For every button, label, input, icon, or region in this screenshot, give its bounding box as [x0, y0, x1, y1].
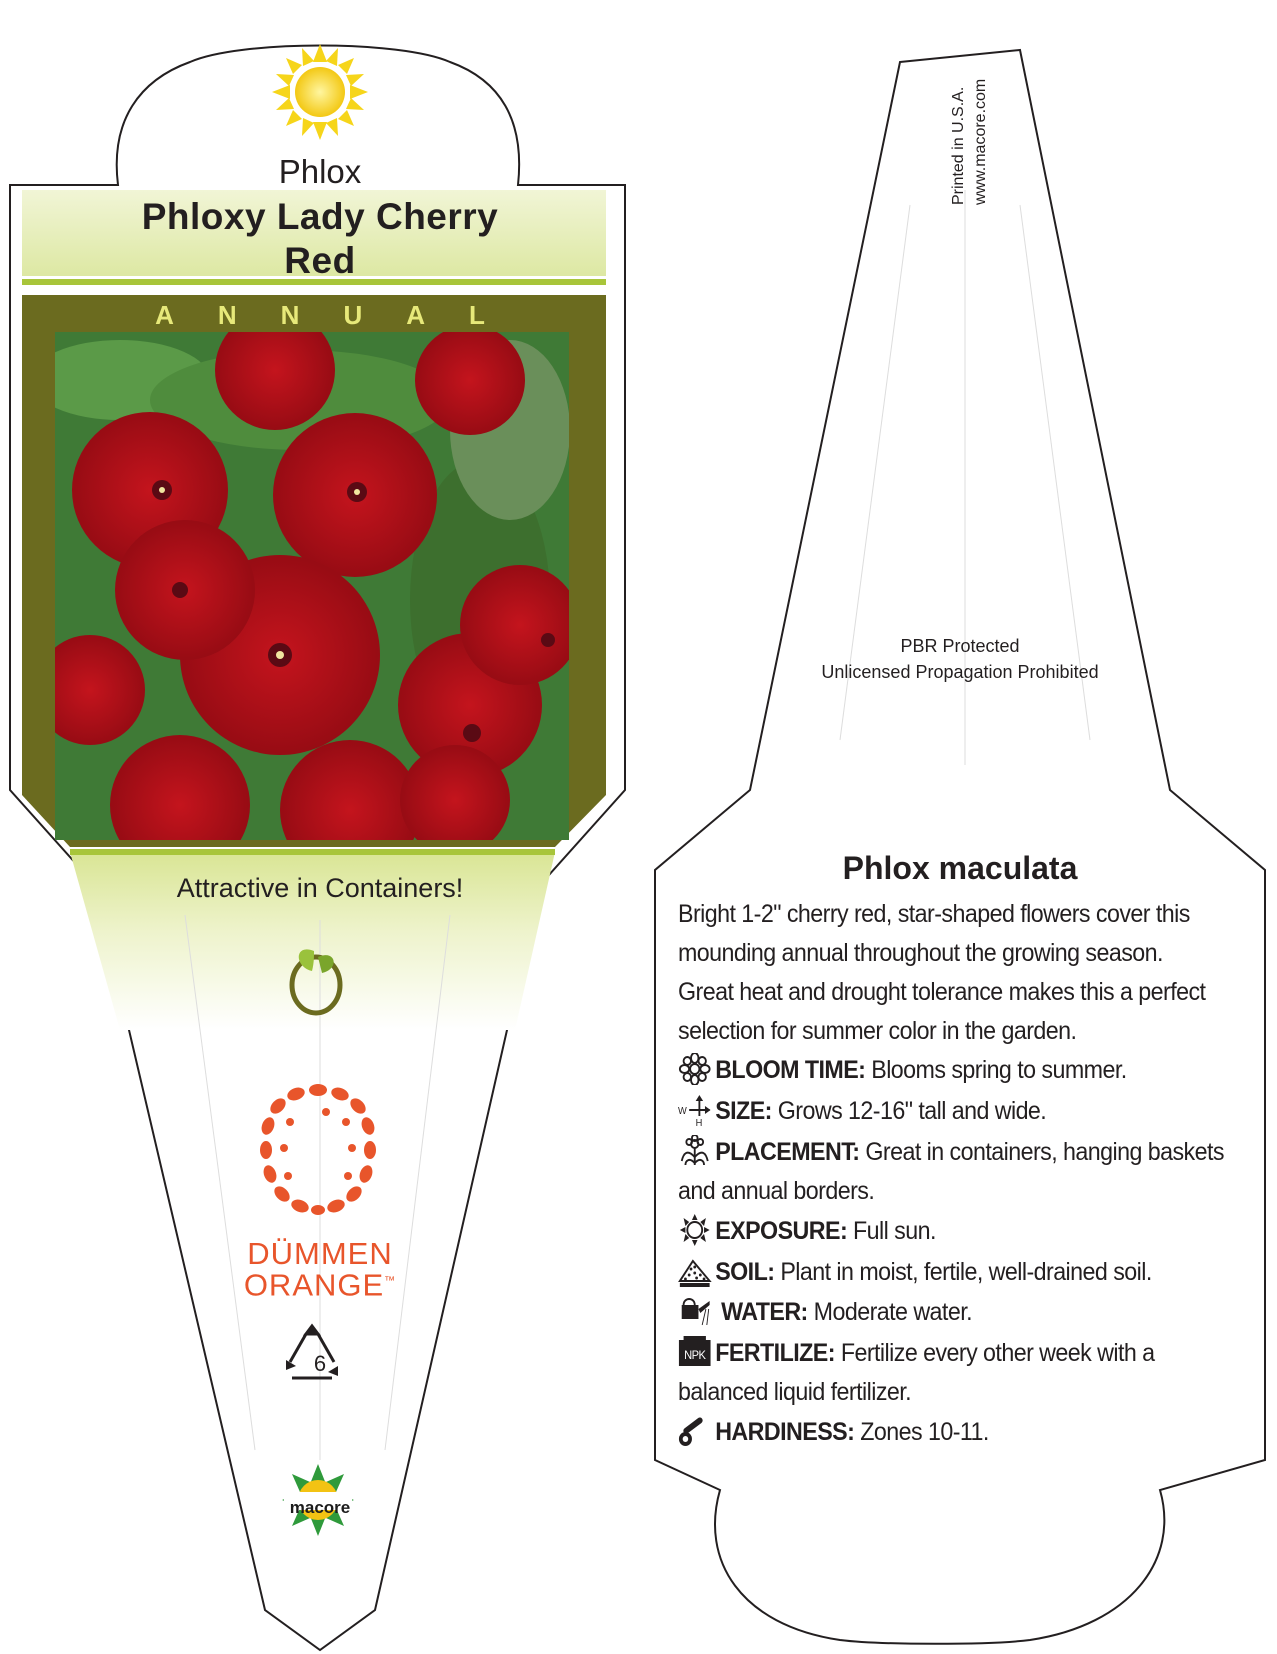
pbr-line-2: Unlicensed Propagation Prohibited [821, 662, 1099, 682]
soil-row [678, 1253, 1152, 1292]
placement-value: Great in containers, hanging baskets [865, 1138, 1224, 1166]
front-tag-outline [10, 46, 625, 1651]
brand-name-line-2 [0, 1266, 640, 1303]
water-value: Moderate water. [813, 1298, 973, 1326]
watering-can-icon [678, 1295, 711, 1327]
cultivar-line-2: Red [284, 240, 356, 281]
plant-category: ANNUAL [155, 300, 529, 330]
water-row [678, 1293, 972, 1332]
exposure-label: EXPOSURE: [715, 1217, 848, 1245]
recycle-code: 6 [313, 1351, 327, 1376]
svg-text:NPK: NPK [684, 1349, 706, 1363]
description-line: Great heat and drought tolerance makes this a perfect [678, 978, 1206, 1006]
soil-label: SOIL: [715, 1258, 775, 1286]
size-arrows-icon [678, 1094, 711, 1126]
printer-logo-text: macore [289, 1498, 351, 1517]
brand-name-line-1: DÜMMEN [247, 1236, 393, 1271]
fertilize-row [678, 1334, 1154, 1373]
pbr-line-1: PBR Protected [900, 636, 1020, 656]
soil-mound-icon [678, 1255, 711, 1287]
size-row [678, 1092, 1046, 1131]
description-line: mounding annual throughout the growing season. [678, 939, 1163, 967]
npk-fertilizer-icon [678, 1336, 711, 1368]
trademark-mark: ™ [384, 1275, 397, 1287]
sun-icon [272, 44, 368, 140]
flower-photo [30, 310, 580, 880]
fertilize-continuation: balanced liquid fertilizer. [678, 1378, 912, 1406]
description [678, 895, 1213, 1051]
exposure-row [678, 1212, 936, 1251]
water-label: WATER: [721, 1298, 808, 1326]
genus-name: Phlox [278, 153, 362, 190]
bloom-time-value: Blooms spring to summer. [871, 1056, 1127, 1084]
size-label: SIZE: [715, 1097, 772, 1125]
placement-label: PLACEMENT: [715, 1138, 860, 1166]
website-text: www.macore.com [972, 78, 989, 205]
hardiness-row [678, 1413, 989, 1452]
thermometer-icon [678, 1415, 711, 1447]
cultivar-name [70, 195, 570, 283]
bloom-time-row [678, 1051, 1127, 1090]
placement-row [678, 1133, 1224, 1172]
svg-text:H: H [695, 1117, 702, 1126]
exposure-value: Full sun. [853, 1217, 936, 1245]
placement-continuation: and annual borders. [678, 1177, 875, 1205]
plant-placement-icon [678, 1135, 711, 1167]
printed-in-text: Printed in U.S.A. [950, 86, 967, 205]
description-line: selection for summer color in the garden. [678, 1017, 1077, 1045]
flower-icon [678, 1053, 711, 1085]
svg-text:W: W [678, 1105, 687, 1118]
fertilize-value: Fertilize every other week with a [840, 1339, 1155, 1367]
hardiness-label: HARDINESS: [715, 1418, 855, 1446]
pbr-notice [770, 633, 1150, 685]
scientific-name: Phlox maculata [842, 850, 1078, 886]
cultivar-line-1: Phloxy Lady Cherry [141, 196, 499, 237]
description-line: Bright 1-2" cherry red, star-shaped flowers cover this [678, 900, 1190, 928]
size-value: Grows 12-16" tall and wide. [777, 1097, 1047, 1125]
sun-outline-icon [678, 1214, 711, 1246]
tagline: Attractive in Containers! [176, 873, 464, 903]
fertilize-label: FERTILIZE: [715, 1339, 835, 1367]
brand-name-text: ORANGE [243, 1267, 385, 1303]
lower-band-rule [70, 849, 555, 855]
hardiness-value: Zones 10-11. [860, 1418, 989, 1446]
soil-value: Plant in moist, fertile, well-drained soil. [780, 1258, 1152, 1286]
bloom-time-label: BLOOM TIME: [715, 1056, 866, 1084]
